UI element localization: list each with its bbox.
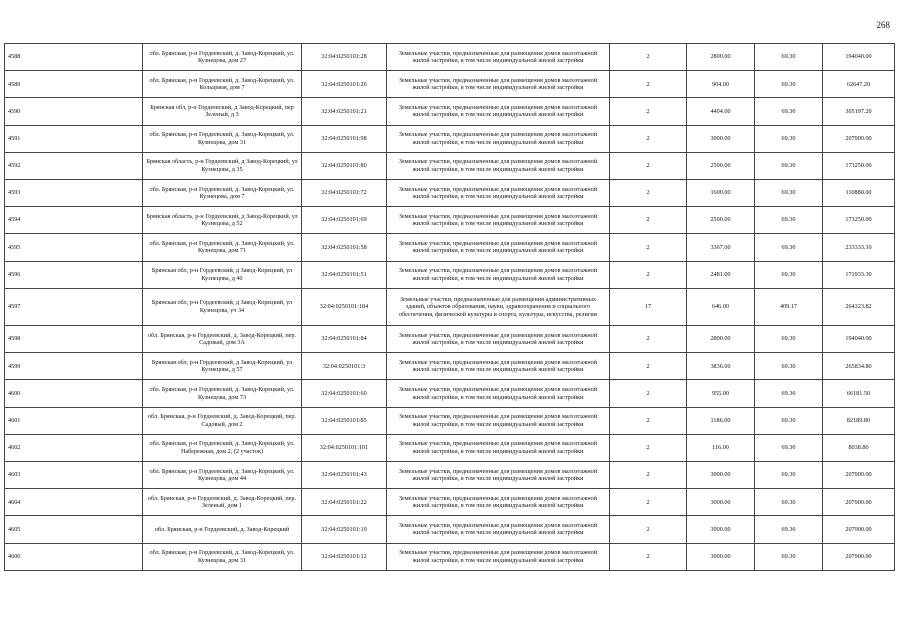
area-cell: 3000.00 xyxy=(687,489,755,516)
page-number: 268 xyxy=(876,20,890,30)
land-use-cell: Земельные участки, предназначенные для размещения домов малоэтажной жилой застройки, в том числе индивидуальной жилой застройки xyxy=(387,207,610,234)
specific-value-cell: 69.30 xyxy=(755,207,823,234)
specific-value-cell: 69.30 xyxy=(755,380,823,407)
table-row xyxy=(5,489,895,516)
land-use-cell: Земельные участки, предназначенные для размещения домов малоэтажной жилой застройки, в том числе индивидуальной жилой застройки xyxy=(387,489,610,516)
address-cell: Брянская обл, р-н Гордеевский, д Завод-Корецкий, ул Кузнецова, уч 34 xyxy=(143,288,302,325)
row-number: 4598 xyxy=(5,326,143,353)
address-cell: обл. Брянская, р-н Гордеевский, д. Завод-Корецкий, ул. Кузнецова, дом 73 xyxy=(143,380,302,407)
land-use-cell: Земельные участки, предназначенные для размещения домов малоэтажной жилой застройки, в том числе индивидуальной жилой застройки xyxy=(387,326,610,353)
land-use-cell: Земельные участки, предназначенные для размещения домов малоэтажной жилой застройки, в том числе индивидуальной жилой застройки xyxy=(387,353,610,380)
cadastral-value-cell: 62647.20 xyxy=(823,71,895,98)
table-row xyxy=(5,516,895,543)
cadastral-value-cell: 264323.82 xyxy=(823,288,895,325)
address-cell: обл. Брянская, р-н Гордеевский, д. Завод-Корецкий, пер. Садовый, дом 3А xyxy=(143,326,302,353)
table-row xyxy=(5,125,895,152)
area-cell: 646.00 xyxy=(687,288,755,325)
specific-value-cell: 69.30 xyxy=(755,44,823,71)
use-code-cell: 2 xyxy=(610,234,687,261)
address-cell: обл. Брянская, р-н Гордеевский, д. Завод-Корецкий, ул. Кузнецова, дом 44 xyxy=(143,462,302,489)
area-cell: 3000.00 xyxy=(687,462,755,489)
area-cell: 2800.00 xyxy=(687,326,755,353)
area-cell: 2800.00 xyxy=(687,44,755,71)
cadastral-number-cell: 32:04:0250101:101 xyxy=(302,434,387,461)
use-code-cell: 2 xyxy=(610,462,687,489)
use-code-cell: 2 xyxy=(610,326,687,353)
land-use-cell: Земельные участки, предназначенные для размещения домов малоэтажной жилой застройки, в том числе индивидуальной жилой застройки xyxy=(387,98,610,125)
row-number: 4605 xyxy=(5,516,143,543)
area-cell: 3000.00 xyxy=(687,125,755,152)
address-cell: обл. Брянская, р-н Гордеевский, д. Завод-Корецкий, ул. Кузнецова, дом 7 xyxy=(143,179,302,206)
area-cell: 955.00 xyxy=(687,380,755,407)
land-use-cell: Земельные участки, предназначенные для размещения домов малоэтажной жилой застройки, в том числе индивидуальной жилой застройки xyxy=(387,44,610,71)
table-row xyxy=(5,462,895,489)
specific-value-cell: 409.17 xyxy=(755,288,823,325)
cadastral-number-cell: 32:04:0250101:21 xyxy=(302,98,387,125)
use-code-cell: 2 xyxy=(610,380,687,407)
address-cell: обл. Брянская, р-н Гордеевский, д. Завод-Корецкий, пер. Зеленый, дом 1 xyxy=(143,489,302,516)
row-number: 4596 xyxy=(5,261,143,288)
cadastral-value-cell: 173250.00 xyxy=(823,152,895,179)
table-row xyxy=(5,407,895,434)
land-use-cell: Земельные участки, предназначенные для размещения домов малоэтажной жилой застройки, в том числе индивидуальной жилой застройки xyxy=(387,71,610,98)
cadastral-value-cell: 233333.10 xyxy=(823,234,895,261)
use-code-cell: 2 xyxy=(610,434,687,461)
address-cell: обл. Брянская, р-н Гордеевский, д. Завод-Корецкий, ул. Кузнецова, дом 31 xyxy=(143,125,302,152)
cadastral-value-cell: 207900.00 xyxy=(823,543,895,570)
specific-value-cell: 69.30 xyxy=(755,179,823,206)
address-cell: обл. Брянская, р-н Гордеевский, д. Завод-Корецкий, пер. Садовый, дом 2 xyxy=(143,407,302,434)
land-use-cell: Земельные участки, предназначенные для размещения домов малоэтажной жилой застройки, в том числе индивидуальной жилой застройки xyxy=(387,407,610,434)
cadastral-number-cell: 32:04:0250101:69 xyxy=(302,207,387,234)
area-cell: 116.00 xyxy=(687,434,755,461)
address-cell: обл. Брянская, р-н Гордеевский, д. Завод-Корецкий, ул. Кузнецова, дом 27 xyxy=(143,44,302,71)
row-number: 4595 xyxy=(5,234,143,261)
specific-value-cell: 69.30 xyxy=(755,98,823,125)
use-code-cell: 2 xyxy=(610,261,687,288)
area-cell: 3000.00 xyxy=(687,516,755,543)
land-use-cell: Земельные участки, предназначенные для размещения домов малоэтажной жилой застройки, в том числе индивидуальной жилой застройки xyxy=(387,462,610,489)
cadastral-number-cell: 32:04:0250101:80 xyxy=(302,152,387,179)
table-row xyxy=(5,380,895,407)
cadastral-value-cell: 194040.00 xyxy=(823,44,895,71)
cadastral-number-cell: 32:04:0250101:3 xyxy=(302,353,387,380)
table-row xyxy=(5,326,895,353)
row-number: 4606 xyxy=(5,543,143,570)
row-number: 4600 xyxy=(5,380,143,407)
table-row xyxy=(5,98,895,125)
use-code-cell: 2 xyxy=(610,543,687,570)
specific-value-cell: 69.30 xyxy=(755,125,823,152)
row-number: 4599 xyxy=(5,353,143,380)
use-code-cell: 2 xyxy=(610,516,687,543)
address-cell: обл. Брянская, р-н Гордеевский, д. Завод-Корецкий xyxy=(143,516,302,543)
use-code-cell: 2 xyxy=(610,44,687,71)
use-code-cell: 2 xyxy=(610,152,687,179)
area-cell: 2500.00 xyxy=(687,207,755,234)
specific-value-cell: 69.30 xyxy=(755,434,823,461)
specific-value-cell: 69.30 xyxy=(755,543,823,570)
specific-value-cell: 69.30 xyxy=(755,462,823,489)
land-use-cell: Земельные участки, предназначенные для размещения домов малоэтажной жилой застройки, в том числе индивидуальной жилой застройки xyxy=(387,543,610,570)
use-code-cell: 2 xyxy=(610,489,687,516)
specific-value-cell: 69.30 xyxy=(755,489,823,516)
use-code-cell: 2 xyxy=(610,179,687,206)
address-cell: обл. Брянская, р-н Гордеевский, д. Завод-Корецкий, ул. Кольцевая, дом 7 xyxy=(143,71,302,98)
use-code-cell: 2 xyxy=(610,71,687,98)
cadastral-number-cell: 32:04:0250101:98 xyxy=(302,125,387,152)
land-use-cell: Земельные участки, предназначенные для размещения домов малоэтажной жилой застройки, в том числе индивидуальной жилой застройки xyxy=(387,179,610,206)
cadastral-value-cell: 305197.20 xyxy=(823,98,895,125)
cadastral-number-cell: 32:04:0250101:84 xyxy=(302,326,387,353)
land-use-cell: Земельные участки, предназначенные для размещения домов малоэтажной жилой застройки, в том числе индивидуальной жилой застройки xyxy=(387,125,610,152)
table-row xyxy=(5,261,895,288)
cadastral-value-cell: 265834.80 xyxy=(823,353,895,380)
cadastral-number-cell: 32:04:0250101:60 xyxy=(302,380,387,407)
specific-value-cell: 69.30 xyxy=(755,407,823,434)
area-cell: 3000.00 xyxy=(687,543,755,570)
address-cell: обл. Брянская, р-н Гордеевский, д. Завод-Корецкий, ул. Набережная, дом 2, (2 участок) xyxy=(143,434,302,461)
table-row xyxy=(5,71,895,98)
use-code-cell: 17 xyxy=(610,288,687,325)
specific-value-cell: 69.30 xyxy=(755,326,823,353)
cadastral-number-cell: 32:04:0250101:51 xyxy=(302,261,387,288)
land-use-cell: Земельные участки, предназначенные для размещения домов малоэтажной жилой застройки, в том числе индивидуальной жилой застройки xyxy=(387,152,610,179)
address-cell: обл. Брянская, р-н Гордеевский, д. Завод-Корецкий, ул. Кузнецова, дом 71 xyxy=(143,234,302,261)
cadastral-number-cell: 32:04:0250101:72 xyxy=(302,179,387,206)
use-code-cell: 2 xyxy=(610,353,687,380)
row-number: 4588 xyxy=(5,44,143,71)
area-cell: 2500.00 xyxy=(687,152,755,179)
area-cell: 2481.00 xyxy=(687,261,755,288)
cadastral-value-cell: 207900.00 xyxy=(823,516,895,543)
land-use-cell: Земельные участки, предназначенные для размещения административных зданий, объектов образования, науки, здравоохранения и социального обеспечения, физической культуры и спорта, культуры, искусства, религии xyxy=(387,288,610,325)
use-code-cell: 2 xyxy=(610,125,687,152)
land-use-cell: Земельные участки, предназначенные для размещения домов малоэтажной жилой застройки, в том числе индивидуальной жилой застройки xyxy=(387,434,610,461)
row-number: 4594 xyxy=(5,207,143,234)
area-cell: 3836.00 xyxy=(687,353,755,380)
row-number: 4597 xyxy=(5,288,143,325)
table-row xyxy=(5,434,895,461)
land-use-cell: Земельные участки, предназначенные для размещения домов малоэтажной жилой застройки, в том числе индивидуальной жилой застройки xyxy=(387,261,610,288)
cadastral-value-cell: 207900.00 xyxy=(823,125,895,152)
cadastral-value-cell: 8038.80 xyxy=(823,434,895,461)
cadastral-value-cell: 110880.00 xyxy=(823,179,895,206)
table-row xyxy=(5,152,895,179)
use-code-cell: 2 xyxy=(610,207,687,234)
land-registry-table xyxy=(4,43,895,571)
address-cell: Брянская обл, р-н Гордеевский, д Завод-Корецкий, ул Кузнецова, д 57 xyxy=(143,353,302,380)
specific-value-cell: 69.30 xyxy=(755,152,823,179)
cadastral-number-cell: 32:04:0250101:12 xyxy=(302,543,387,570)
area-cell: 1186.00 xyxy=(687,407,755,434)
table-row xyxy=(5,288,895,325)
row-number: 4590 xyxy=(5,98,143,125)
cadastral-number-cell: 32:04:0250101:58 xyxy=(302,234,387,261)
table-row xyxy=(5,543,895,570)
table-row xyxy=(5,44,895,71)
area-cell: 4404.00 xyxy=(687,98,755,125)
row-number: 4601 xyxy=(5,407,143,434)
use-code-cell: 2 xyxy=(610,407,687,434)
cadastral-number-cell: 32:04:0250101:26 xyxy=(302,71,387,98)
specific-value-cell: 69.30 xyxy=(755,261,823,288)
address-cell: Брянская область, р-н Гордеевский, д Завод-Корецкий, ул Кузнецова, д 52 xyxy=(143,207,302,234)
specific-value-cell: 69.30 xyxy=(755,516,823,543)
cadastral-value-cell: 207900.00 xyxy=(823,462,895,489)
area-cell: 904.00 xyxy=(687,71,755,98)
cadastral-number-cell: 32:04:0250101:85 xyxy=(302,407,387,434)
table-row xyxy=(5,234,895,261)
cadastral-value-cell: 173250.00 xyxy=(823,207,895,234)
cadastral-number-cell: 32:04:0250101:28 xyxy=(302,44,387,71)
specific-value-cell: 69.30 xyxy=(755,71,823,98)
land-use-cell: Земельные участки, предназначенные для размещения домов малоэтажной жилой застройки, в том числе индивидуальной жилой застройки xyxy=(387,516,610,543)
row-number: 4604 xyxy=(5,489,143,516)
row-number: 4593 xyxy=(5,179,143,206)
table-row xyxy=(5,179,895,206)
address-cell: Брянская обл, р-н Гордеевский, д Завод-Корецкий, пер Зеленый, д 3 xyxy=(143,98,302,125)
area-cell: 1600.00 xyxy=(687,179,755,206)
land-use-cell: Земельные участки, предназначенные для размещения домов малоэтажной жилой застройки, в том числе индивидуальной жилой застройки xyxy=(387,234,610,261)
row-number: 4592 xyxy=(5,152,143,179)
cadastral-value-cell: 82189.80 xyxy=(823,407,895,434)
area-cell: 3367.00 xyxy=(687,234,755,261)
table-row xyxy=(5,207,895,234)
cadastral-number-cell: 32:04:0250101:184 xyxy=(302,288,387,325)
address-cell: обл. Брянская, р-н Гордеевский, д. Завод-Корецкий, ул. Кузнецова, дом 31 xyxy=(143,543,302,570)
row-number: 4602 xyxy=(5,434,143,461)
table-row xyxy=(5,353,895,380)
specific-value-cell: 69.30 xyxy=(755,234,823,261)
cadastral-value-cell: 194040.00 xyxy=(823,326,895,353)
land-use-cell: Земельные участки, предназначенные для размещения домов малоэтажной жилой застройки, в том числе индивидуальной жилой застройки xyxy=(387,380,610,407)
row-number: 4591 xyxy=(5,125,143,152)
row-number: 4603 xyxy=(5,462,143,489)
specific-value-cell: 69.30 xyxy=(755,353,823,380)
cadastral-value-cell: 207900.00 xyxy=(823,489,895,516)
cadastral-number-cell: 32:04:0250101:22 xyxy=(302,489,387,516)
row-number: 4589 xyxy=(5,71,143,98)
use-code-cell: 2 xyxy=(610,98,687,125)
address-cell: Брянская область, р-н Гордеевский, д Завод-Корецкий, ул Кузнецова, д 35 xyxy=(143,152,302,179)
cadastral-value-cell: 66181.50 xyxy=(823,380,895,407)
cadastral-value-cell: 171933.30 xyxy=(823,261,895,288)
cadastral-number-cell: 32:04:0250101:10 xyxy=(302,516,387,543)
address-cell: Брянская обл, р-н Гордеевский, д Завод-Корецкий, ул Кузнецова, д 40 xyxy=(143,261,302,288)
cadastral-number-cell: 32:04:0250101:43 xyxy=(302,462,387,489)
